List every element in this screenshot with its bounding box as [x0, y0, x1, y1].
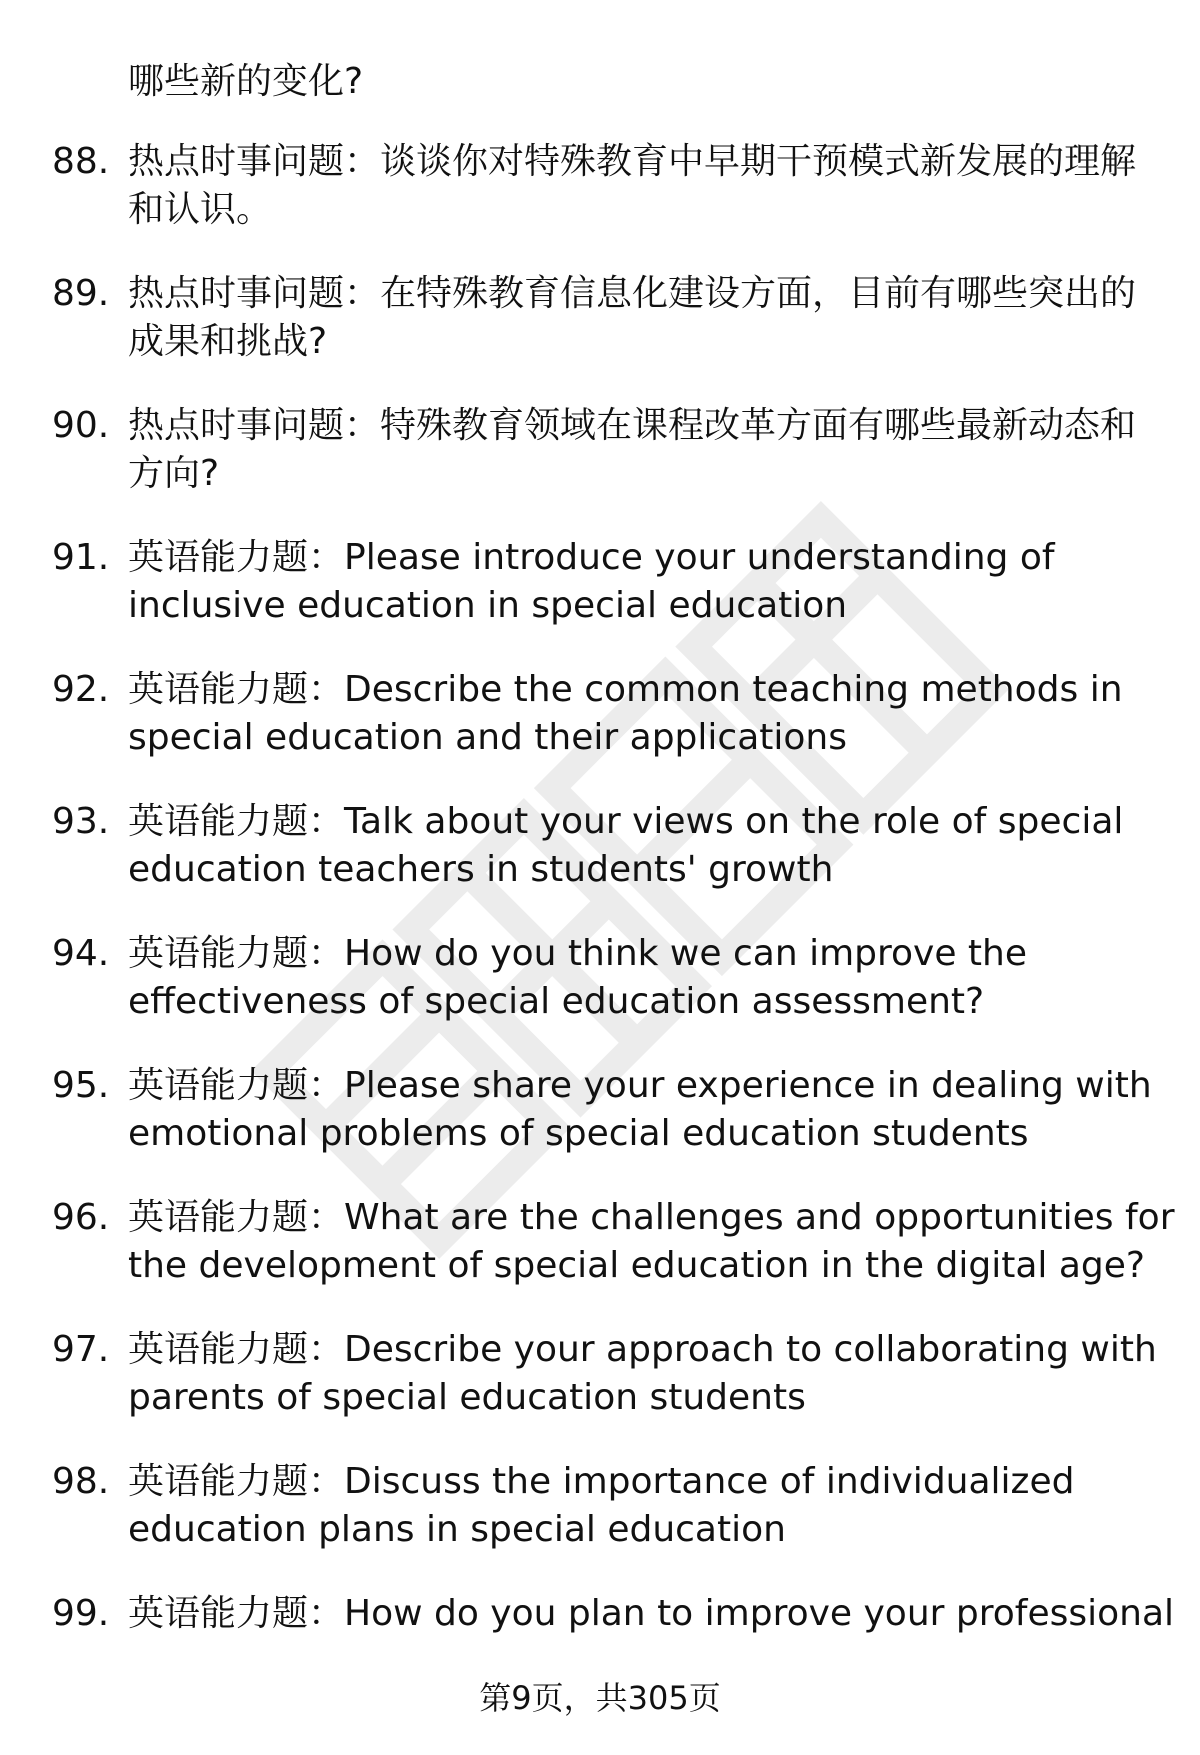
- question-text-line: 热点时事问题：在特殊教育信息化建设方面，目前有哪些突出的: [128, 273, 1137, 314]
- question-number: 90.: [52, 405, 110, 446]
- question-text: [128, 666, 1178, 762]
- question-number: 93.: [52, 801, 110, 842]
- question-number: 95.: [52, 1065, 110, 1106]
- question-text: [128, 1458, 1178, 1554]
- question-text: [128, 930, 1178, 1026]
- question-item: [0, 666, 1200, 798]
- question-number: 99.: [52, 1593, 110, 1634]
- question-text-line: 热点时事问题：特殊教育领域在课程改革方面有哪些最新动态和: [128, 405, 1137, 446]
- question-text-line: 方向?: [128, 453, 220, 494]
- question-text: [128, 1062, 1178, 1158]
- question-number: 89.: [52, 273, 110, 314]
- question-number: 88.: [52, 141, 110, 182]
- question-number: 91.: [52, 537, 110, 578]
- question-item: [0, 1062, 1200, 1194]
- question-text-line: 成果和挑战?: [128, 321, 328, 362]
- question-item: [0, 534, 1200, 666]
- question-text-line: 英语能力题：How do you think we can improve the: [128, 933, 1028, 974]
- question-text: [128, 1194, 1178, 1290]
- question-item: [0, 402, 1200, 534]
- question-text-line: education plans in special education: [128, 1509, 786, 1550]
- continuation-text: 哪些新的变化?: [128, 61, 364, 102]
- question-item: [0, 1194, 1200, 1326]
- question-number: 96.: [52, 1197, 110, 1238]
- question-text-line: 英语能力题：Please share your experience in dealing with: [128, 1065, 1152, 1106]
- question-text: [128, 798, 1178, 894]
- question-number: 97.: [52, 1329, 110, 1370]
- question-text-line: effectiveness of special education assessment?: [128, 981, 985, 1022]
- question-number: 92.: [52, 669, 110, 710]
- question-item: [0, 1326, 1200, 1458]
- question-item: [0, 798, 1200, 930]
- question-text-line: inclusive education in special education: [128, 585, 848, 626]
- question-number: 98.: [52, 1461, 110, 1502]
- question-item: [0, 270, 1200, 402]
- question-text-line: parents of special education students: [128, 1377, 806, 1418]
- question-text-line: the development of special education in the digital age?: [128, 1245, 1145, 1286]
- question-text: [128, 402, 1178, 498]
- question-text-line: 和认识。: [128, 189, 273, 230]
- question-item: [0, 1458, 1200, 1590]
- question-text: [128, 534, 1178, 630]
- question-text: [128, 1590, 1178, 1638]
- question-text-line: special education and their applications: [128, 717, 847, 758]
- question-text-line: education teachers in students' growth: [128, 849, 834, 890]
- question-text-line: 热点时事问题：谈谈你对特殊教育中早期干预模式新发展的理解: [128, 141, 1137, 182]
- question-text-line: 英语能力题：Discuss the importance of individualized: [128, 1461, 1075, 1502]
- question-text: [128, 270, 1178, 366]
- question-item: [0, 930, 1200, 1062]
- question-text-line: emotional problems of special education students: [128, 1113, 1029, 1154]
- page-footer: 第9页，共305页: [479, 1679, 721, 1717]
- question-text-line: 英语能力题：Talk about your views on the role of special: [128, 801, 1124, 842]
- question-text-line: 英语能力题：Please introduce your understanding of: [128, 537, 1055, 578]
- question-list: [0, 138, 1200, 1722]
- question-item: [0, 138, 1200, 270]
- question-text-line: 英语能力题：What are the challenges and opportunities for: [128, 1197, 1175, 1238]
- question-text: [128, 138, 1178, 234]
- question-number: 94.: [52, 933, 110, 974]
- question-text-line: 英语能力题：Describe the common teaching methods in: [128, 669, 1123, 710]
- question-text-line: 英语能力题：How do you plan to improve your professional: [128, 1593, 1175, 1634]
- question-text: [128, 1326, 1178, 1422]
- question-text-line: 英语能力题：Describe your approach to collaborating with: [128, 1329, 1157, 1370]
